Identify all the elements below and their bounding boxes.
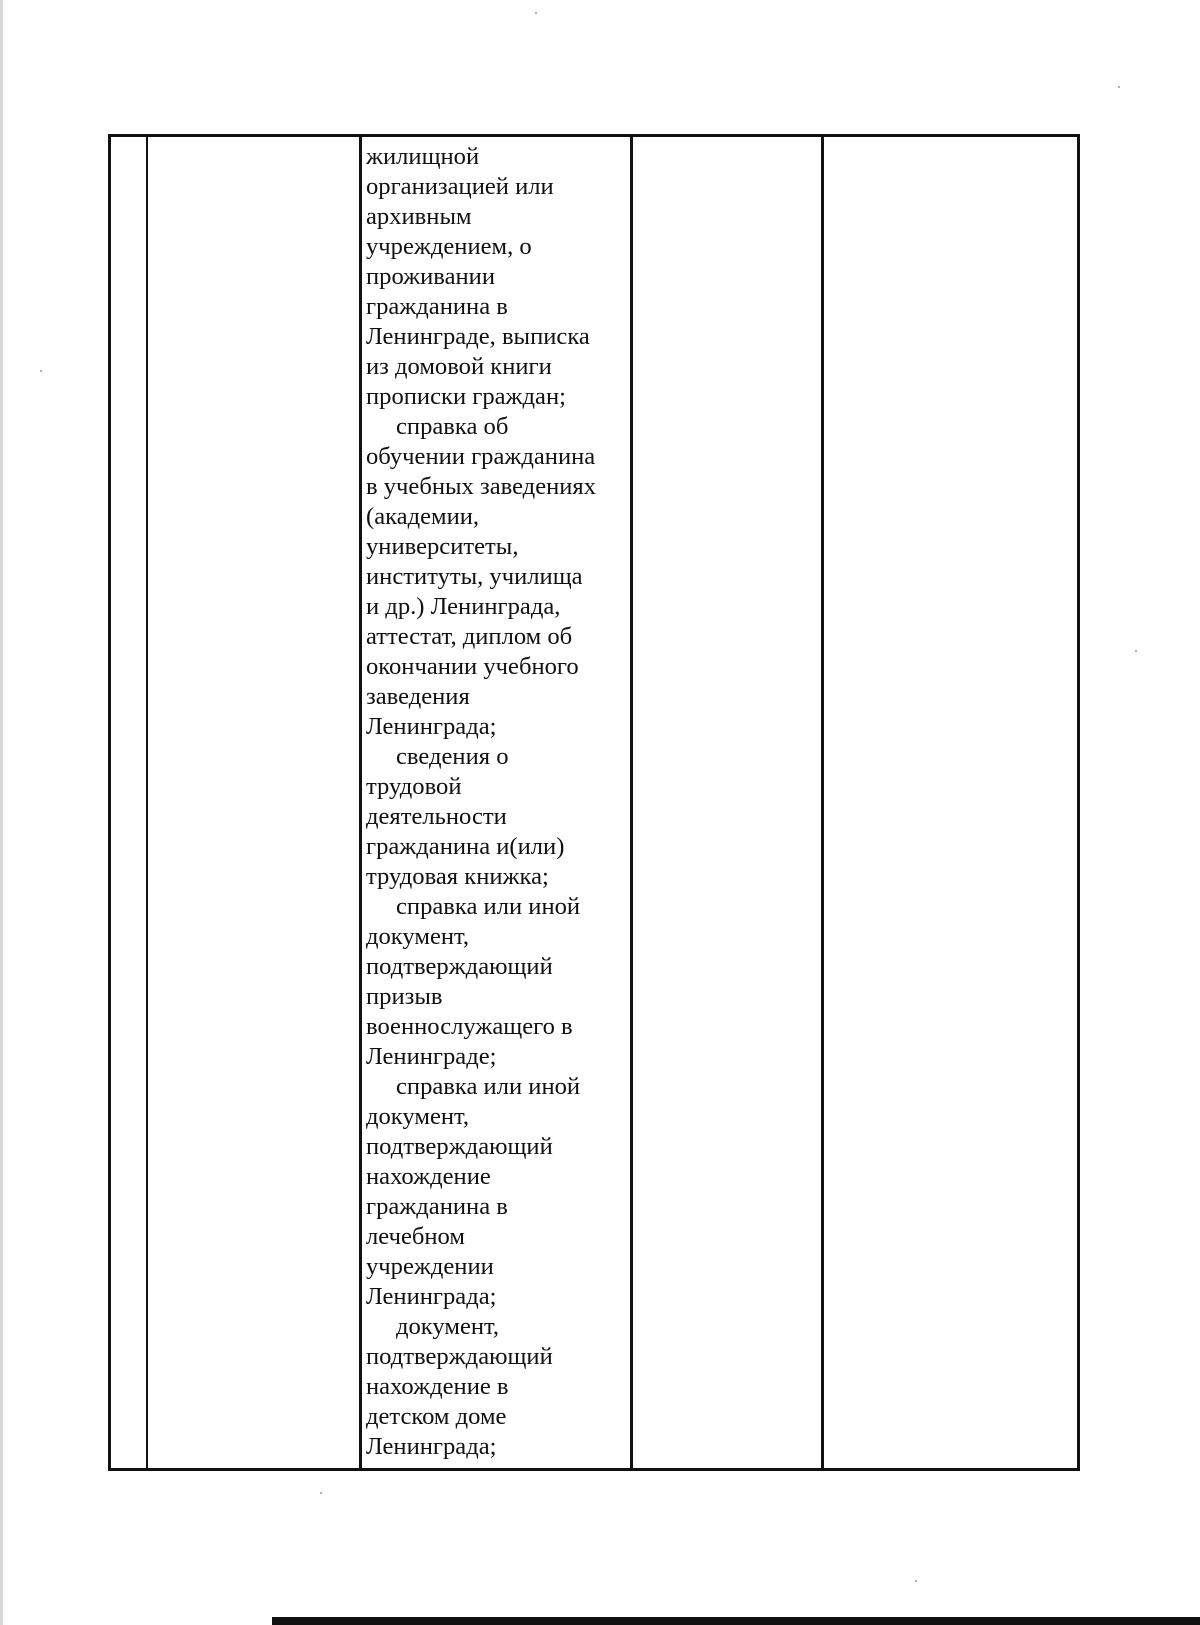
cell-line: проживании — [366, 263, 495, 290]
cell-line: военнослужащего в — [366, 1013, 573, 1040]
cell-line: подтверждающий — [366, 953, 553, 980]
cell-line: заведения — [366, 683, 470, 710]
scan-speck — [1135, 650, 1137, 652]
cell-lines — [824, 137, 1077, 142]
cell-line: трудовая книжка; — [366, 863, 549, 890]
cell-line: подтверждающий — [366, 1133, 553, 1160]
cell-lines — [148, 137, 359, 142]
cell-lines — [111, 137, 146, 142]
scan-speck — [1118, 86, 1120, 88]
cell-line: нахождение в — [366, 1373, 509, 1400]
cell-line: трудовой — [366, 773, 462, 800]
cell-line: окончании учебного — [366, 653, 579, 680]
cell-line: документ, — [396, 1313, 500, 1340]
cell-line: организацией или — [366, 173, 554, 200]
cell-line: подтверждающий — [366, 1343, 553, 1370]
table-cell-number — [111, 137, 148, 1468]
cell-line: университеты, — [366, 533, 519, 560]
cell-line: жилищной — [366, 143, 480, 170]
cell-lines — [633, 137, 821, 142]
cell-line: сведения о — [396, 743, 509, 770]
scan-bottom-bar — [272, 1617, 1200, 1625]
cell-line: архивным — [366, 203, 472, 230]
cell-line: (академии, — [366, 503, 480, 530]
cell-line: прописки граждан; — [366, 383, 566, 410]
scan-speck — [915, 1580, 917, 1582]
cell-line: справка или иной — [396, 1073, 581, 1100]
table-cell-category — [148, 137, 362, 1468]
scan-left-edge — [0, 0, 3, 1625]
cell-line: лечебном — [366, 1223, 465, 1250]
cell-line: аттестат, диплом об — [366, 623, 573, 650]
cell-line: Ленинграде; — [366, 1043, 497, 1070]
cell-line: гражданина и(или) — [366, 833, 565, 860]
table-cell-col4 — [633, 137, 824, 1468]
cell-line: Ленинграде, выписка — [366, 323, 590, 350]
cell-line: деятельности — [366, 803, 507, 830]
cell-line: Ленинграда; — [366, 1433, 497, 1460]
scan-speck — [320, 1492, 322, 1494]
document-table — [108, 134, 1080, 1471]
cell-line: детском доме — [366, 1403, 507, 1430]
cell-line: гражданина в — [366, 1193, 508, 1220]
scan-speck — [40, 370, 42, 372]
cell-line: Ленинграда; — [366, 1283, 497, 1310]
cell-line: учреждением, о — [366, 233, 532, 260]
cell-line: нахождение — [366, 1163, 491, 1190]
table-cell-documents — [362, 137, 633, 1468]
scan-speck — [535, 12, 537, 14]
cell-line: справка или иной — [396, 893, 581, 920]
cell-line: из домовой книги — [366, 353, 552, 380]
cell-line: Ленинграда; — [366, 713, 497, 740]
cell-line: документ, — [366, 1103, 470, 1130]
cell-line: призыв — [366, 983, 443, 1010]
cell-line: документ, — [366, 923, 470, 950]
cell-line: учреждении — [366, 1253, 494, 1280]
cell-lines — [362, 137, 630, 1462]
cell-line: обучении гражданина — [366, 443, 596, 470]
cell-line: и др.) Ленинграда, — [366, 593, 561, 620]
cell-line: гражданина в — [366, 293, 508, 320]
table-cell-col5 — [824, 137, 1077, 1468]
cell-line: в учебных заведениях — [366, 473, 597, 500]
cell-line: институты, училища — [366, 563, 583, 590]
cell-line: справка об — [396, 413, 509, 440]
